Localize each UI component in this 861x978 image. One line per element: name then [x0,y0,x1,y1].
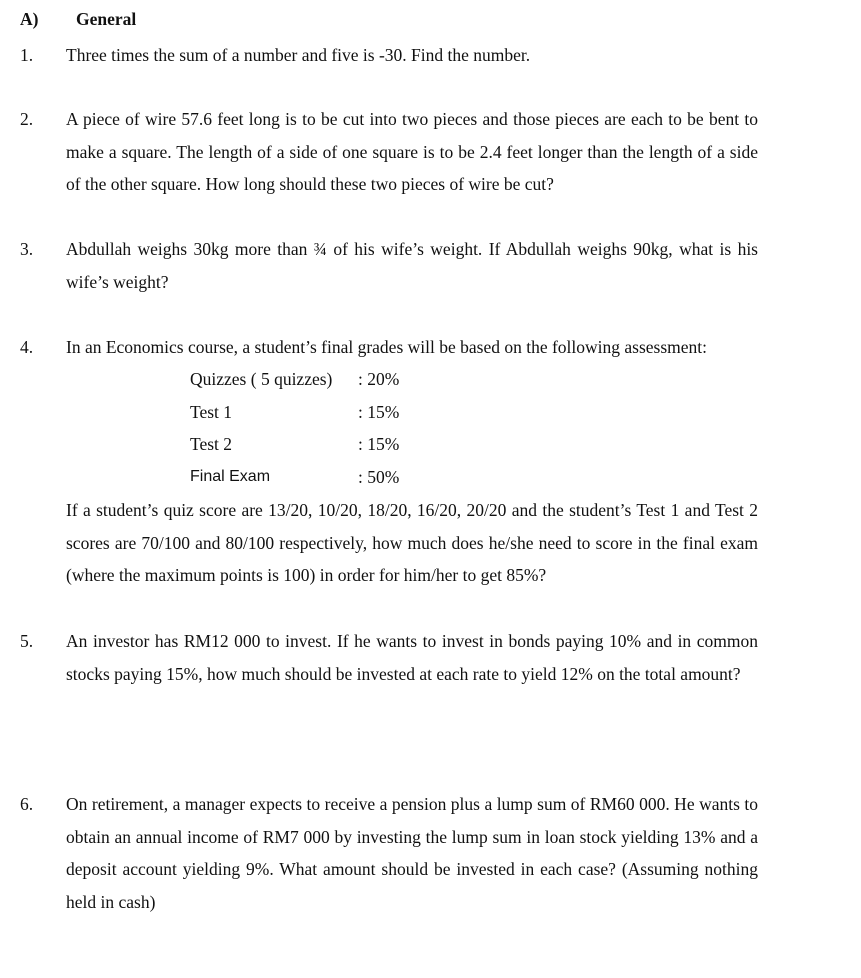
assessment-row [190,396,450,429]
assessment-item: Final Exam [190,467,271,485]
assessment-weight: : 20% [358,369,400,389]
assessment-weight: : 15% [358,434,400,454]
assessment-weight: : 15% [358,401,400,422]
question-number: 3. [20,239,34,259]
question-intro: In an Economics course, a student’s final grades will be based on the following assessment: [66,337,708,357]
question-number: 1. [20,45,34,65]
section-title: General [76,9,137,29]
question-number: 5. [20,631,34,651]
assessment-item: Test 1 [190,401,233,422]
question-text: Three times the sum of a number and five is -30. Find the number. [66,45,531,65]
assessment-row [190,461,450,494]
question-number: 4. [20,337,34,357]
assessment-row [190,428,450,461]
section-letter: A) [20,9,39,29]
question-text: A piece of wire 57.6 feet long is to be cut into two pieces and those pieces are each to be bent to make a square. The length of a side of one square is to be 2.4 feet longer than the length of a side of the other square. How long should these two pieces of wire be cut? [66,109,758,194]
question-text: If a student’s quiz score are 13/20, 10/20, 18/20, 16/20, 20/20 and the student’s Test 1 and Test 2 scores are 70/100 and 80/100 respectively, how much does he/she need to score in the final exam (where the maximum points is 100) in order for him/her to get 85%? [66,500,758,585]
question-text: An investor has RM12 000 to invest. If he wants to invest in bonds paying 10% and in common stocks paying 15%, how much should be invested at each rate to yield 12% on the total amount? [66,631,758,684]
question-number: 6. [20,794,34,814]
assessment-item: Quizzes ( 5 quizzes) [190,369,333,389]
assessment-row [190,363,450,396]
assessment-weight: : 50% [358,466,400,487]
assessment-item: Test 2 [190,434,233,454]
question-number: 2. [20,109,34,129]
question-text: Abdullah weighs 30kg more than ¾ of his wife’s weight. If Abdullah weighs 90kg, what is his wife’s weight? [66,239,758,292]
question-text: On retirement, a manager expects to receive a pension plus a lump sum of RM60 000. He wants to obtain an annual income of RM7 000 by investing the lump sum in loan stock yielding 13% and a deposit account yielding 9%. What amount should be invested in each case? (Assuming nothing held in cash) [66,794,758,912]
assessment-table [190,363,450,493]
